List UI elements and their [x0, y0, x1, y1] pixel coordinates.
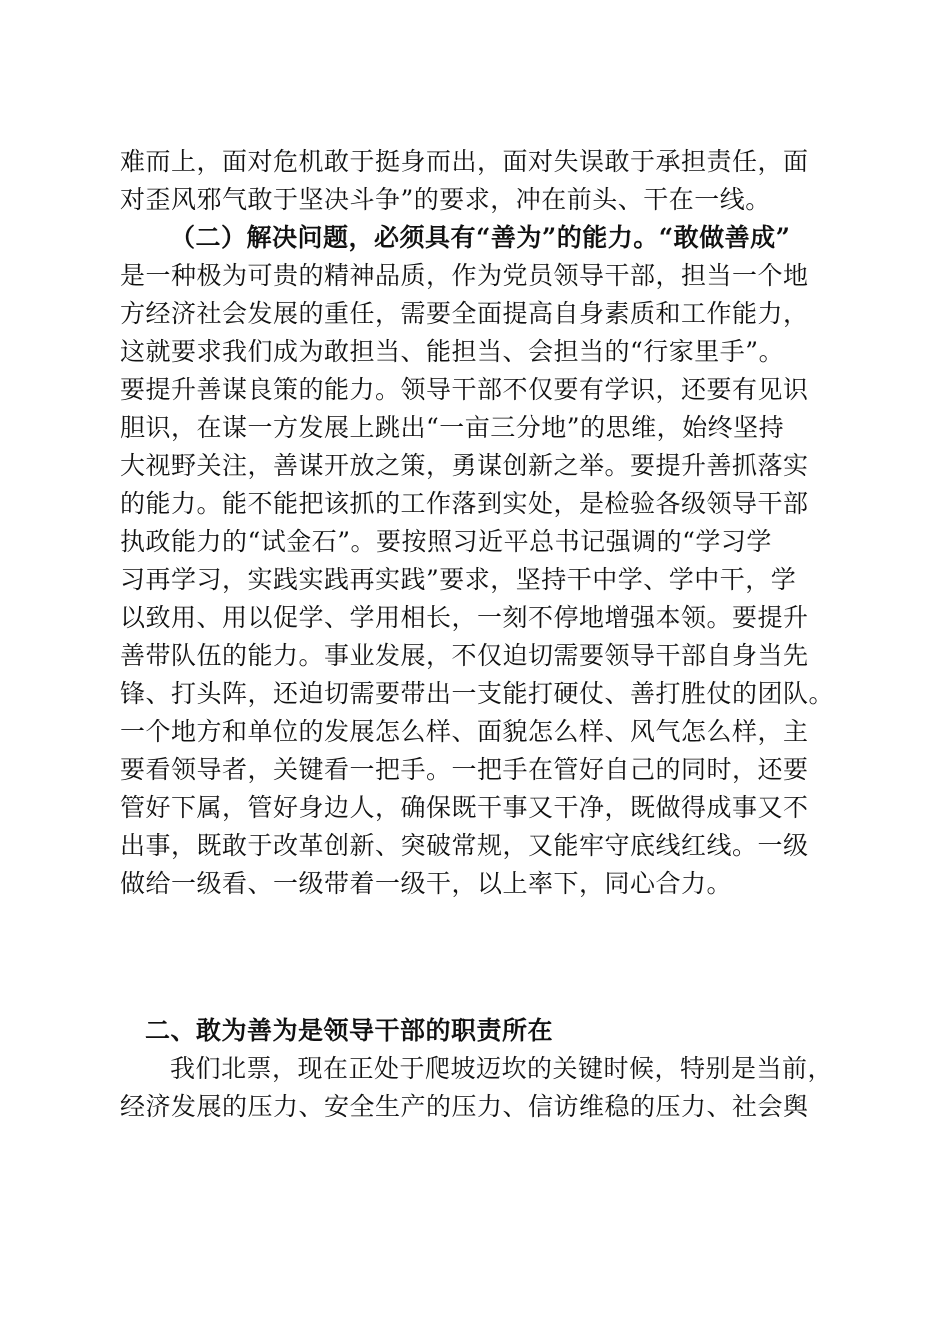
text-line: 出事，既敢于改革创新、突破常规，又能牢守底线红线。一级	[120, 831, 809, 860]
text-line: 执政能力的“试金石”。要按照习近平总书记强调的“学习学	[120, 527, 772, 556]
text-line: 习再学习，实践实践再实践”要求，坚持干中学、学中干，学	[120, 565, 797, 594]
subheading-line: （二）解决问题，必须具有“善为”的能力。“敢做善成”	[170, 223, 791, 252]
text-line: 胆识，在谋一方发展上跳出“一亩三分地”的思维，始终坚持	[120, 413, 785, 442]
text-line: 我们北票，现在正处于爬坡迈坎的关键时候，特别是当前，	[170, 1054, 834, 1083]
text-line: 管好下属，管好身边人，确保既干事又干净，既做得成事又不	[120, 793, 809, 822]
text-line: 是一种极为可贵的精神品质，作为党员领导干部，担当一个地	[120, 261, 809, 290]
text-line: 要提升善谋良策的能力。领导干部不仅要有学识，还要有见识	[120, 375, 809, 404]
text-line: 方经济社会发展的重任，需要全面提高自身素质和工作能力，	[120, 299, 809, 328]
text-line: 锋、打头阵，还迫切需要带出一支能打硬仗、善打胜仗的团队。	[120, 679, 835, 708]
body-text-lower	[120, 1012, 832, 1126]
text-line: 对歪风邪气敢于坚决斗争”的要求，冲在前头、干在一线。	[120, 185, 771, 214]
text-line: 这就要求我们成为敢担当、能担当、会担当的“行家里手”。	[120, 337, 785, 366]
text-line: 经济发展的压力、安全生产的压力、信访维稳的压力、社会舆	[120, 1092, 809, 1121]
body-text-upper	[120, 143, 835, 903]
text-line: 要看领导者，关键看一把手。一把手在管好自己的同时，还要	[120, 755, 809, 784]
section-heading: 二、敢为善为是领导干部的职责所在	[145, 1016, 554, 1045]
text-line: 大视野关注，善谋开放之策，勇谋创新之举。要提升善抓落实	[120, 451, 809, 480]
text-line: 做给一级看、一级带着一级干，以上率下，同心合力。	[120, 869, 733, 898]
text-line: 一个地方和单位的发展怎么样、面貌怎么样、风气怎么样，主	[120, 717, 809, 746]
text-line: 的能力。能不能把该抓的工作落到实处，是检验各级领导干部	[120, 489, 809, 518]
text-line: 善带队伍的能力。事业发展，不仅迫切需要领导干部自身当先	[120, 641, 809, 670]
text-line: 以致用、用以促学、学用相长，一刻不停地增强本领。要提升	[120, 603, 809, 632]
text-line: 难而上，面对危机敢于挺身而出，面对失误敢于承担责任，面	[120, 147, 809, 176]
